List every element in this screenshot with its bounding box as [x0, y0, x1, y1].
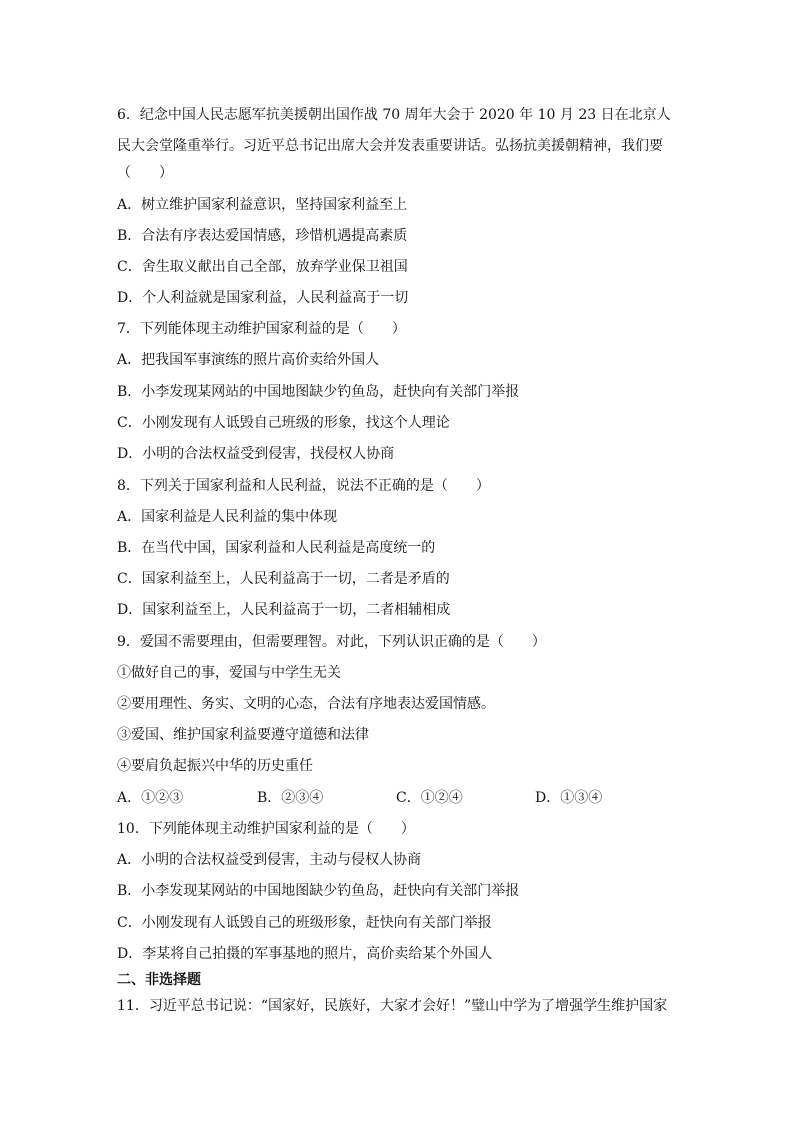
question-9-statement-1: ①做好自己的事，爱国与中学生无关 — [117, 665, 341, 681]
question-8-option-b: B．在当代中国，国家利益和人民利益是高度统一的 — [117, 540, 436, 556]
question-7-option-c: C．小刚发现有人诋毁自己班级的形象，找这个人理论 — [117, 415, 450, 431]
question-8-option-a: A．国家利益是人民利益的集中体现 — [117, 509, 338, 525]
question-6-option-a: A．树立维护国家利益意识，坚持国家利益至上 — [117, 197, 408, 213]
question-6-option-b: B．合法有序表达爱国情感，珍惜机遇提高素质 — [117, 228, 408, 244]
question-7-option-a: A．把我国军事演练的照片高价卖给外国人 — [117, 352, 380, 368]
question-8-option-c: C．国家利益至上，人民利益高于一切，二者是矛盾的 — [117, 571, 450, 587]
question-9-statement-2: ②要用理性、务实、文明的心态，合法有序地表达爱国情感。 — [117, 696, 495, 712]
section-title-non-choice: 二、非选择题 — [117, 972, 201, 988]
question-9-statement-3: ③爱国、维护国家利益要遵守道德和法律 — [117, 727, 369, 743]
question-10-option-b: B．小李发现某网站的中国地图缺少钓鱼岛，赶快向有关部门举报 — [117, 883, 520, 899]
question-10-option-d: D．李某将自己拍摄的军事基地的照片，高价卖给某个外国人 — [117, 946, 493, 962]
question-8-option-d: D．国家利益至上，人民利益高于一切，二者相辅相成 — [117, 602, 451, 618]
question-9-option-d: D．①③④ — [535, 790, 603, 806]
question-10-option-c: C．小刚发现有人诋毁自己的班级形象，赶快向有关部门举报 — [117, 915, 492, 931]
question-6-paren: （ ） — [117, 165, 173, 181]
question-6-option-d: D．个人利益就是国家利益，人民利益高于一切 — [117, 290, 409, 306]
question-9-option-c: C．①②④ — [396, 790, 463, 806]
question-9-stem: 9．爱国不需要理由，但需要理智。对此，下列认识正确的是（ ） — [117, 634, 546, 650]
question-9-option-a: A．①②③ — [117, 790, 184, 806]
question-10-stem: 10．下列能体现主动维护国家利益的是（ ） — [117, 821, 415, 837]
question-7-stem: 7．下列能体现主动维护国家利益的是（ ） — [117, 321, 406, 337]
question-7-option-d: D．小明的合法权益受到侵害，找侵权人协商 — [117, 446, 395, 462]
question-11-stem: 11．习近平总书记说：“国家好，民族好，大家才会好！”璧山中学为了增强学生维护国家 — [117, 998, 668, 1014]
question-9-statement-4: ④要肩负起振兴中华的历史重任 — [117, 758, 313, 774]
question-6-option-c: C．舍生取义献出自己全部，放弃学业保卫祖国 — [117, 259, 408, 275]
question-10-option-a: A．小明的合法权益受到侵害，主动与侵权人协商 — [117, 852, 422, 868]
question-9-option-b: B．②③④ — [257, 790, 324, 806]
question-8-stem: 8．下列关于国家利益和人民利益，说法不正确的是（ ） — [117, 478, 490, 494]
question-6-stem: 6．纪念中国人民志愿军抗美援朝出国作战 70 周年大会于 2020 年 10 月 23 日在北京人民大会堂隆重举行。习近平总书记出席大会并发表重要讲话。弘扬抗美援朝精神，我们要 — [117, 107, 671, 154]
question-7-option-b: B．小李发现某网站的中国地图缺少钓鱼岛，赶快向有关部门举报 — [117, 384, 520, 400]
